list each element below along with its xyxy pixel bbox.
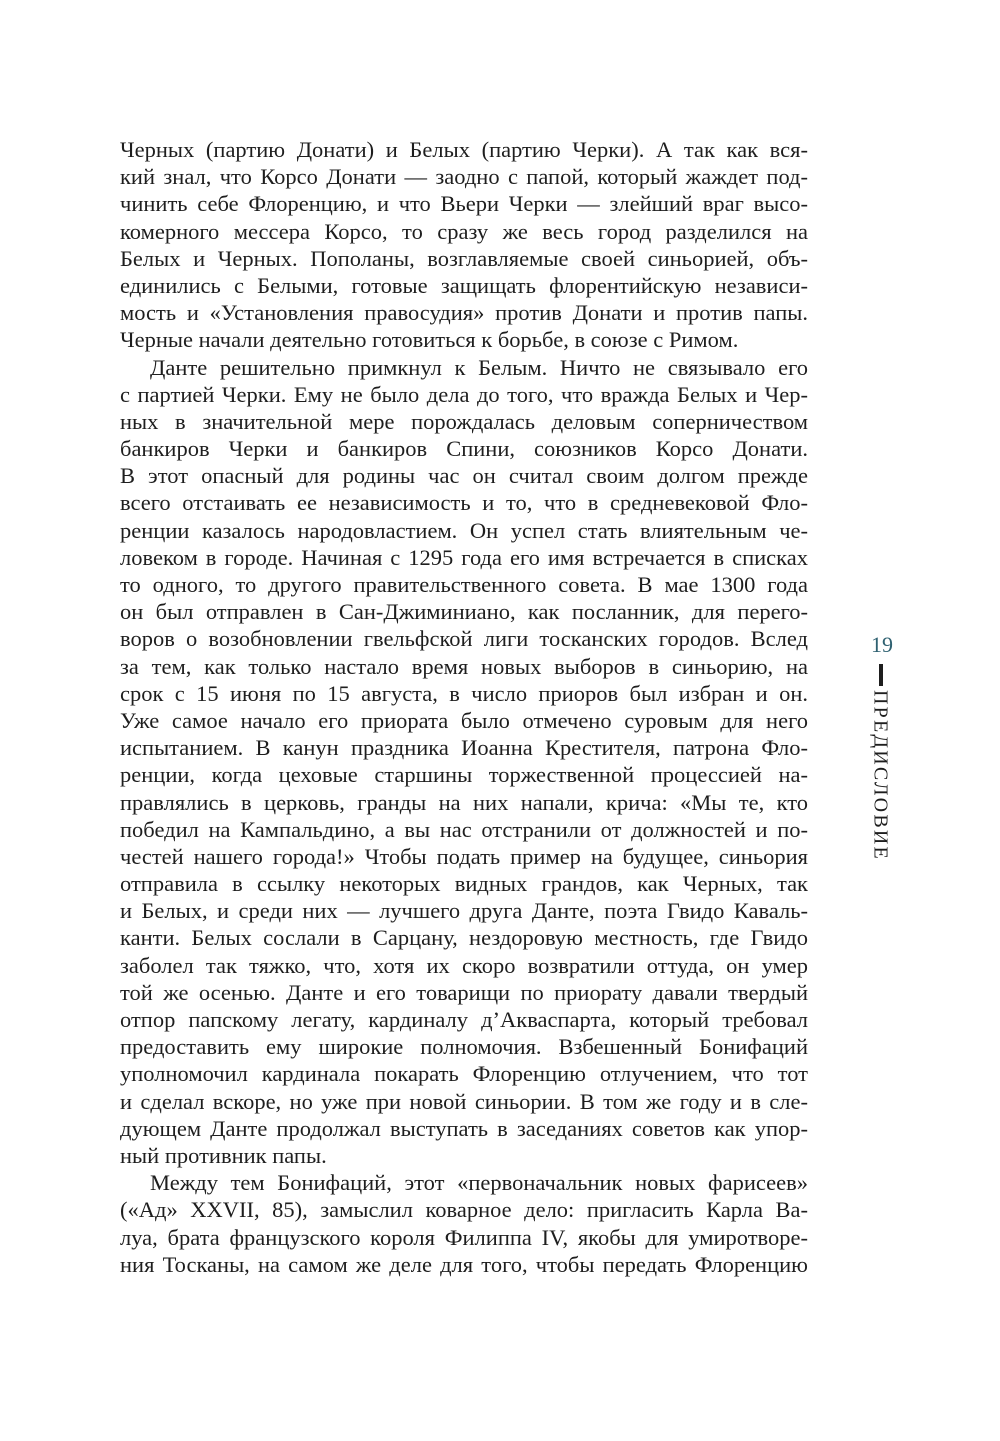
text-line: ных в значительной мере порождалась деловым соперничеством [120, 408, 808, 434]
text-line: ный противник папы. [120, 1142, 327, 1168]
text-line: комерного мессера Корсо, то сразу же весь город разделился на [120, 218, 808, 244]
text-line: то одного, то другого правительственного совета. В мае 1300 года [120, 572, 808, 597]
text-line: той же осенью. Данте и его товарищи по приорату давали твердый [120, 979, 808, 1005]
margin-rule [879, 664, 883, 686]
text-line: Уже самое начало его приората было отмечено суровым для него [120, 707, 808, 733]
page-number: 19 [871, 632, 893, 657]
text-line: луа, брата французского короля Филиппа IV, якобы для умиротворе- [120, 1224, 808, 1250]
text-line: банкиров Черки и банкиров Спини, союзников Корсо Донати. [120, 436, 808, 462]
text-line: Данте решительно примкнул к Белым. Ничто не связывало его [150, 354, 808, 380]
text-line: чинить себе Флоренцию, и что Вьери Черки — злейший враг высо- [120, 191, 808, 217]
text-line: дующем Данте продолжал выступать в заседаниях советов как упор- [120, 1115, 808, 1141]
text-line: уполномочил кардинала покарать Флоренцию отлучением, что тот [120, 1061, 808, 1087]
text-line: канти. Белых сослали в Сарцану, нездоровую местность, где Гвидо [120, 925, 808, 951]
text-line: он был отправлен в Сан-Джиминиано, как посланник, для перего- [120, 599, 808, 625]
text-line: предоставить ему широкие полномочия. Взбешенный Бонифаций [120, 1034, 808, 1060]
text-line: ренции казалось народовластием. Он успел стать влиятельным че- [120, 517, 808, 543]
text-line: В этот опасный для родины час он считал своим долгом прежде [120, 463, 808, 489]
text-line: Между тем Бонифаций, этот «первоначальник новых фарисеев» [150, 1170, 808, 1196]
running-head-label: ПРЕДИСЛОВИЕ [869, 690, 892, 861]
text-line: мость и «Установления правосудия» против Донати и против папы. [120, 300, 808, 326]
text-line: кий знал, что Корсо Донати — заодно с папой, который жаждет под- [120, 164, 808, 190]
text-line: отправила в ссылку некоторых видных грандов, как Черных, так [120, 871, 808, 897]
text-line: отпор папскому легату, кардиналу д’Акваспарта, который требовал [120, 1007, 808, 1032]
text-line: ния Тосканы, на самом же деле для того, чтобы передать Флоренцию [120, 1251, 808, 1277]
text-line: испытанием. В канун праздника Иоанна Крестителя, патрона Фло- [120, 735, 808, 761]
text-line: честей нашего города!» Чтобы подать пример на будущее, синьория [120, 843, 808, 869]
text-line: и сделал вскоре, но уже при новой синьории. В том же году и в сле- [120, 1088, 808, 1114]
text-line: победил на Кампальдино, а вы нас отстранили от должностей и по- [120, 816, 808, 842]
running-head [860, 690, 900, 861]
text-line: заболел так тяжко, что, хотя их скоро возвратили оттуда, он умер [120, 952, 808, 978]
text-line: правлялись в церковь, гранды на них напали, крича: «Мы те, кто [120, 789, 808, 815]
text-line: срок с 15 июня по 15 августа, в число приоров был избран и он. [120, 680, 808, 706]
text-line: за тем, как только настало время новых выборов в синьорию, на [120, 653, 808, 679]
body-text [120, 136, 808, 1278]
text-line: ренции, когда цеховые старшины торжественной процессией на- [120, 762, 808, 788]
text-line: («Ад» XXVII, 85), замыслил коварное дело: пригласить Карла Ва- [120, 1197, 808, 1223]
text-line: Белых и Черных. Пополаны, возглавляемые своей синьорией, объ- [120, 245, 808, 271]
text-line: Черных (партию Донати) и Белых (партию Черки). А так как вся- [120, 137, 808, 162]
text-line: всего отстаивать ее независимость и то, что в средневековой Фло- [120, 490, 808, 516]
text-line: и Белых, и среди них — лучшего друга Данте, поэта Гвидо Каваль- [120, 898, 808, 924]
text-line: ловеком в городе. Начиная с 1295 года его имя встречается в списках [120, 544, 808, 570]
text-line: с партией Черки. Ему не было дела до того, что вражда Белых и Чер- [120, 381, 808, 407]
text-line: воров о возобновлении гвельфской лиги тосканских городов. Вслед [120, 626, 808, 652]
text-line: Черные начали деятельно готовиться к борьбе, в союзе с Римом. [120, 327, 739, 353]
text-line: единились с Белыми, готовые защищать флорентийскую независи- [120, 272, 808, 298]
